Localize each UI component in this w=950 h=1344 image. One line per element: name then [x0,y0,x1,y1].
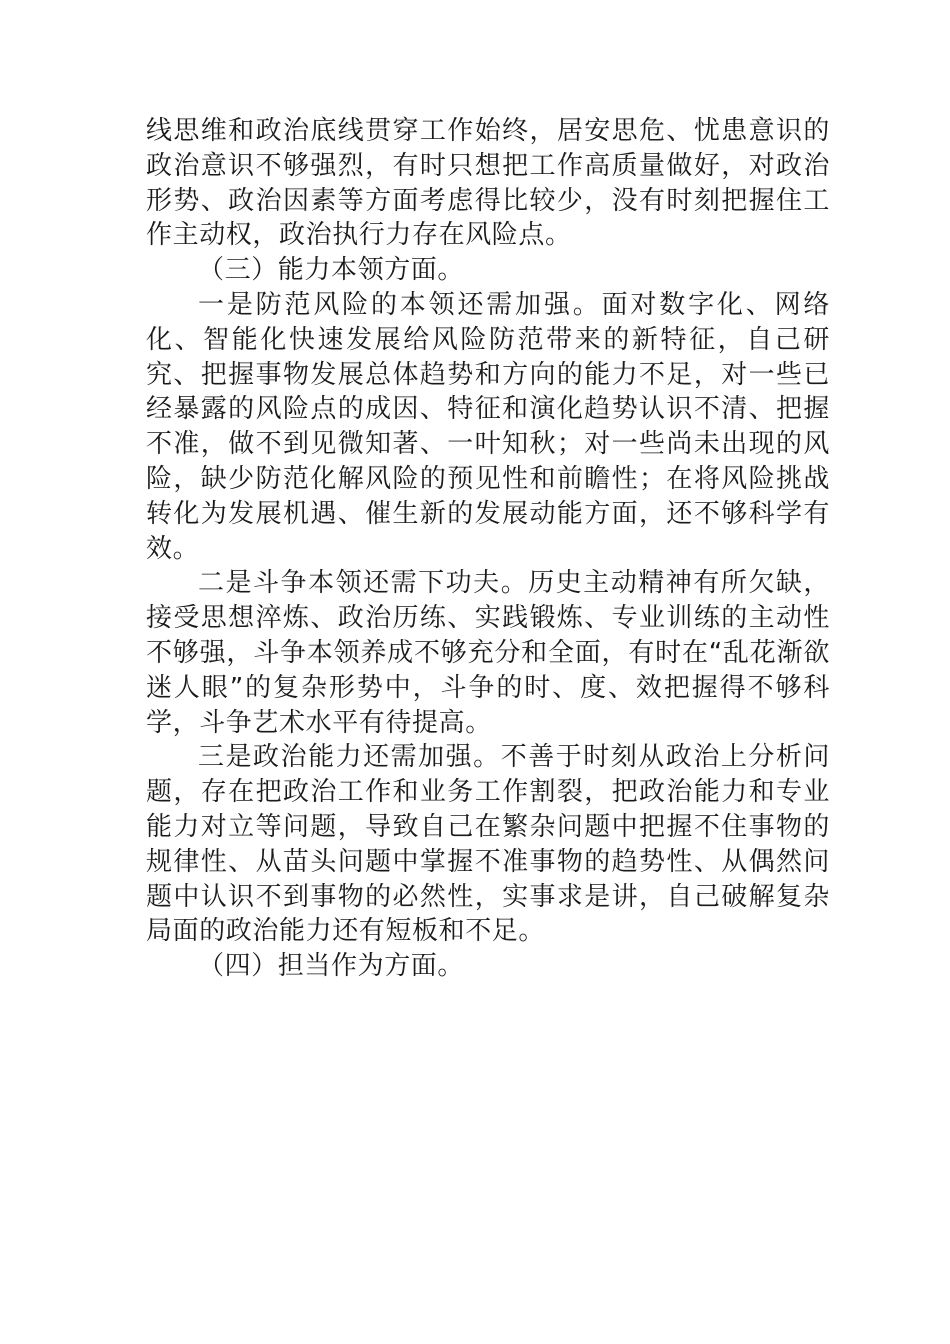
document-body [146,114,830,984]
paragraph-political-ability: 三是政治能力还需加强。不善于时刻从政治上分析问题，存在把政治工作和业务工作割裂，把政治能力和专业能力对立等问题，导致自己在繁杂问题中把握不住事物的规律性、从苗头问题中掌握不准事物的趋势性、从偶然问题中认识不到事物的必然性，实事求是讲，自己破解复杂局面的政治能力还有短板和不足。 [146,742,830,947]
paragraph-continuation: 线思维和政治底线贯穿工作始终，居安思危、忧患意识的政治意识不够强烈，有时只想把工作高质量做好，对政治形势、政治因素等方面考虑得比较少，没有时刻把握住工作主动权，政治执行力存在风险点。 [146,116,830,251]
section-heading-ability: （三）能力本领方面。 [198,255,465,286]
paragraph-struggle-skill: 二是斗争本领还需下功夫。历史主动精神有所欠缺，接受思想淬炼、政治历练、实践锻炼、专业训练的主动性不够强，斗争本领养成不够充分和全面，有时在“乱花渐欲迷人眼”的复杂形势中，斗争的时、度、效把握得不够科学，斗争艺术水平有待提高。 [146,568,830,738]
paragraph-risk-prevention: 一是防范风险的本领还需加强。面对数字化、网络化、智能化快速发展给风险防范带来的新特征，自己研究、把握事物发展总体趋势和方向的能力不足，对一些已经暴露的风险点的成因、特征和演化趋势认识不清、把握不准，做不到见微知著、一叶知秋；对一些尚未出现的风险，缺少防范化解风险的预见性和前瞻性；在将风险挑战转化为发展机遇、催生新的发展动能方面，还不够科学有效。 [146,289,830,564]
section-heading-responsibility: （四）担当作为方面。 [198,951,465,982]
